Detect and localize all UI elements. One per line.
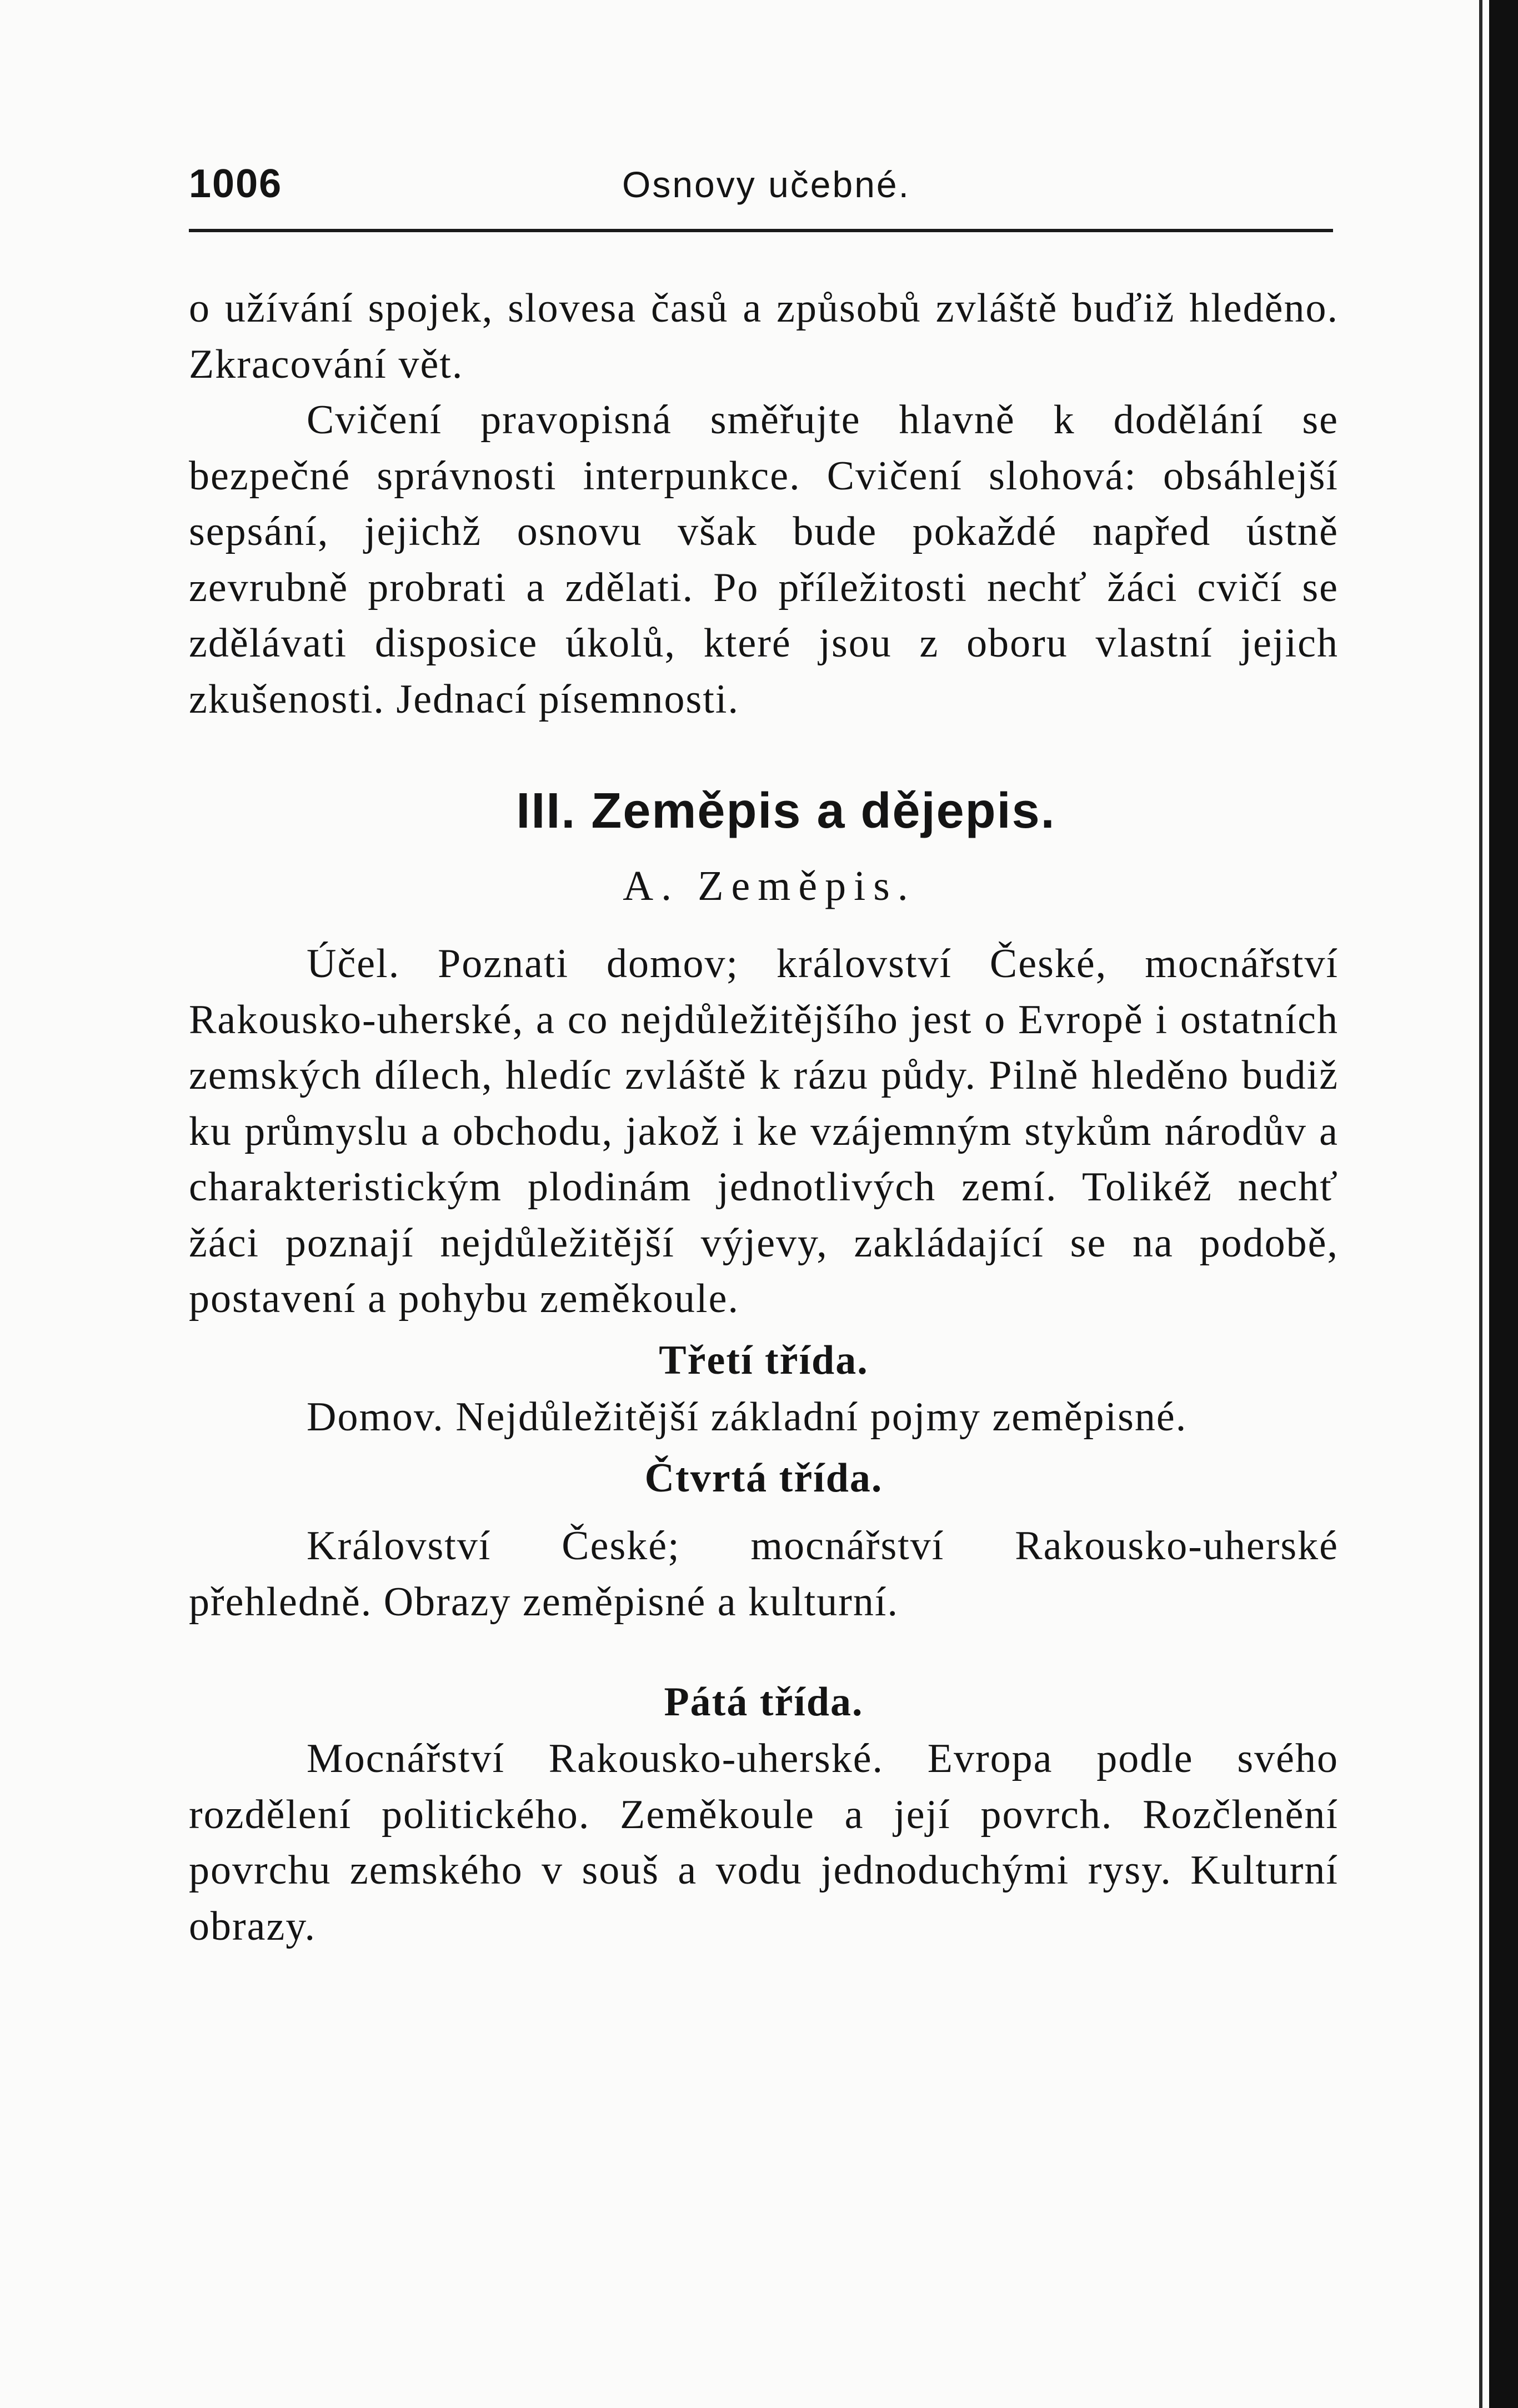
page-number: 1006 [189,162,283,206]
scan-border [1489,0,1518,2408]
page-edge-shadow [1479,0,1482,2408]
spacer [189,1630,1339,1669]
class-heading-fourth: Čtvrtá třída. [644,1455,883,1501]
class-heading-fifth: Pátá třída. [664,1679,864,1725]
class-text-third: Domov. Nejdůležitější základní pojmy zeměpisné. [307,1394,1188,1440]
purpose-paragraph: Účel. Poznati domov; království České, mocnářství Rakousko-uherské, a co nejdůležitějšího jest o Evropě i ostatních zemských dílech, hledíc zvláště k rázu půdy. Pilně hleděno budiž ku průmyslu a obchodu, jakož i ke vzájemným stykům národův a charakteristickým plodinám jednotlivých zemí. Tolikéž nechť žáci poznají nejdůležitější výjevy, zakládající se na podobě, postavení a pohybu zeměkoule. [189,941,1339,1321]
header-rule [189,229,1333,232]
running-title: Osnovy učebné. [622,164,910,205]
section-title: III. Zeměpis a dějepis. [516,783,1056,839]
class-text-fifth: Mocnářství Rakousko-uherské. Evropa podle svého rozdělení politického. Zeměkoule a její povrch. Rozčlenění povrchu zemského v souš a vodu jednoduchými rysy. Kulturní obrazy. [189,1736,1339,1949]
class-text-fourth: Království České; mocnářství Rakousko-uherské přehledně. Obrazy zeměpisné a kulturní. [189,1523,1339,1625]
page-body [189,281,1339,1954]
class-heading-third: Třetí třída. [659,1337,869,1383]
page-header [189,161,1327,222]
intro-paragraph-1: o užívání spojek, slovesa časů a způsobů zvláště buďiž hleděno. Zkracování vět. [189,286,1339,387]
intro-paragraph-2: Cvičení pravopisná směřujte hlavně k dodělání se bezpečné správnosti interpunkce. Cvičení slohová: obsáhlejší sepsání, jejichž osnovu však bude pokaždé napřed ústně zevrubně probrati a zdělati. Po příležitosti nechť žáci cvičí se zdělávati disposice úkolů, které jsou z oboru vlastní jejich zkušenosti. Jednací písemnosti. [189,397,1339,722]
section-subtitle: A. Zeměpis. [623,863,916,909]
